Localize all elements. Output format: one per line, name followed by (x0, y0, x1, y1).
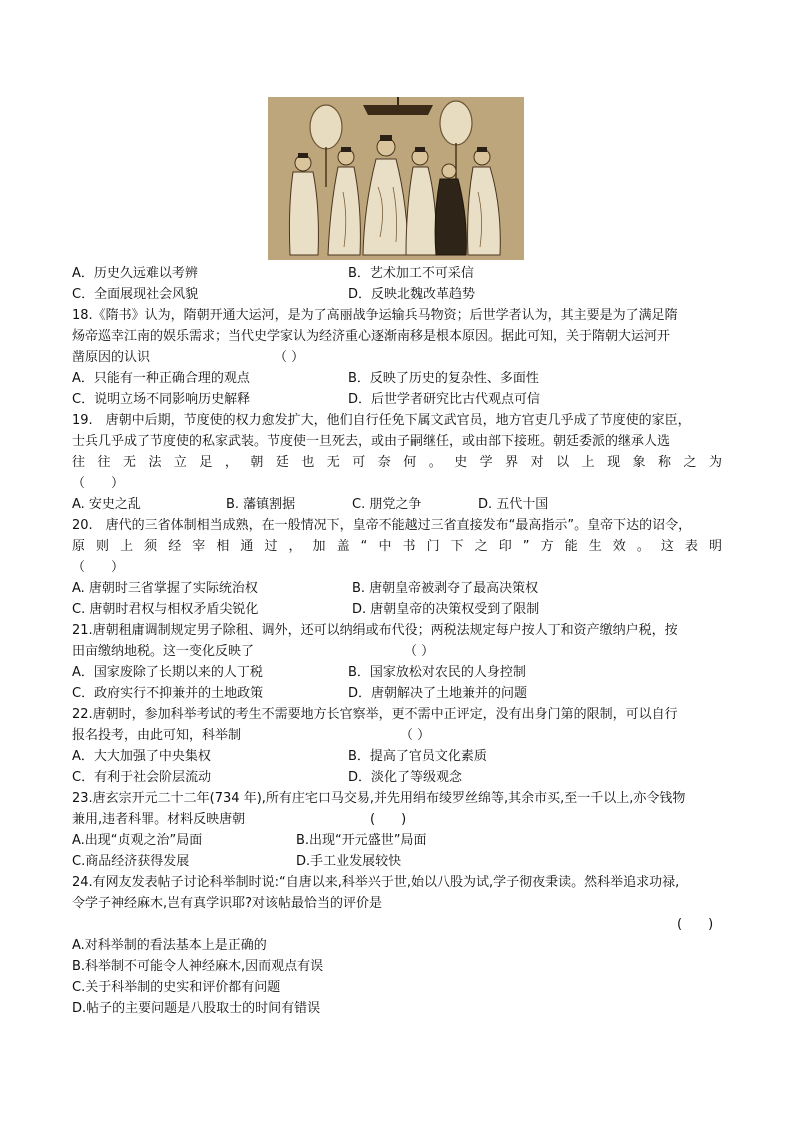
q22-answer-paren: （ ） (400, 728, 431, 743)
q21-answer-paren: （ ） (404, 644, 435, 659)
q20-option-a: A. 唐朝时三省掌握了实际统治权 (72, 581, 258, 596)
q20-text-line1: 20. 唐代的三省体制相当成熟，在一般情况下，皇帝不能越过三省直接发布“最高指示”。皇帝下达的诏令， (72, 518, 692, 533)
q21-text-line2: 田亩缴纳地税。这一变化反映了 (72, 644, 255, 659)
q19-option-a: A. 安史之乱 (72, 497, 141, 512)
q22-option-c: C．有利于社会阶层流动 (72, 770, 212, 785)
q23-text-line2: 兼用,违者科罪。材料反映唐朝 (72, 812, 246, 827)
historical-painting-image (268, 97, 524, 260)
q22-option-d: D．淡化了等级观念 (348, 770, 463, 785)
q21-option-a: A．国家废除了长期以来的人丁税 (72, 665, 263, 680)
q24-option-c: C.关于科举制的史实和评价都有问题 (72, 980, 281, 995)
q17-option-a: A．历史久远难以考辨 (72, 266, 198, 281)
q23-text-line1: 23.唐玄宗开元二十二年(734 年),所有庄宅口马交易,并先用绢布绫罗丝绵等,其余市买,至一千以上,亦令钱物 (72, 791, 686, 806)
painting-icon (268, 97, 524, 260)
q23-answer-paren: ( ) (370, 812, 407, 827)
q17-option-c: C．全面展现社会风貌 (72, 287, 199, 302)
q21-option-b: B．国家放松对农民的人身控制 (348, 665, 526, 680)
q24-option-b: B.科举制不可能令人神经麻木,因而观点有误 (72, 959, 324, 974)
q23-option-c: C.商品经济获得发展 (72, 854, 190, 869)
q22-option-a: A．大大加强了中央集权 (72, 749, 211, 764)
q17-option-d: D．反映北魏改革趋势 (348, 287, 476, 302)
q22-option-b: B．提高了官员文化素质 (348, 749, 487, 764)
q18-text-line1: 18.《隋书》认为，隋朝开通大运河，是为了高丽战争运输兵马物资；后世学者认为，其主要是为了满足隋 (72, 308, 678, 323)
q18-text-line2: 炀帝巡幸江南的娱乐需求；当代史学家认为经济重心逐渐南移是根本原因。据此可知，关于隋朝大运河开 (72, 329, 671, 344)
q17-option-b: B．艺术加工不可采信 (348, 266, 474, 281)
q18-option-d: D．后世学者研究比古代观点可信 (348, 392, 541, 407)
q18-option-a: A．只能有一种正确合理的观点 (72, 371, 250, 386)
q23-option-d: D.手工业发展较快 (296, 854, 402, 869)
q22-text-line2: 报名投考，由此可知，科举制 (72, 728, 242, 743)
q24-text-line1: 24.有网友发表帖子讨论科举制时说:“自唐以来,科举兴于世,始以八股为试,学子彻夜秉读。然科举追求功禄, (72, 875, 680, 890)
q19-answer-paren: （ ） (72, 476, 125, 491)
q20-option-c: C. 唐朝时君权与相权矛盾尖锐化 (72, 602, 259, 617)
q22-text-line1: 22.唐朝时，参加科举考试的考生不需要地方长官察举，更不需中正评定，没有出身门第的限制，可以自行 (72, 707, 678, 722)
q19-option-b: B. 藩镇割据 (226, 497, 296, 512)
q19-text-line1: 19. 唐朝中后期，节度使的权力愈发扩大，他们自行任免下属文武官员，地方官吏几乎成了节度使的家臣， (72, 413, 691, 428)
q24-answer-paren: ( ) (677, 917, 714, 932)
q21-option-d: D．唐朝解决了土地兼并的问题 (348, 686, 528, 701)
q24-text-line2: 令学子神经麻木,岂有真学识耶?对该帖最恰当的评价是 (72, 896, 383, 911)
q20-answer-paren: （ ） (72, 560, 125, 575)
q18-option-c: C．说明立场不同影响历史解释 (72, 392, 251, 407)
q19-option-d: D. 五代十国 (478, 497, 549, 512)
q23-option-b: B.出现“开元盛世”局面 (296, 833, 427, 848)
q23-option-a: A.出现“贞观之治”局面 (72, 833, 203, 848)
q20-option-b: B. 唐朝皇帝被剥夺了最高决策权 (352, 581, 539, 596)
q18-option-b: B．反映了历史的复杂性、多面性 (348, 371, 539, 386)
q19-text-line2: 士兵几乎成了节度使的私家武装。节度使一旦死去，或由子嗣继任，或由部下接班。朝廷委派的继承人选 (72, 434, 671, 449)
q19-text-line3: 往往无法立足，朝廷也无可奈何。史学界对以上现象称之为 (72, 455, 722, 470)
q24-option-d: D.帖子的主要问题是八股取士的时间有错误 (72, 1001, 321, 1016)
q21-option-c: C．政府实行不抑兼并的土地政策 (72, 686, 264, 701)
q21-text-line1: 21.唐朝租庸调制规定男子除租、调外，还可以纳绢或布代役；两税法规定每户按人丁和资产缴纳户税，按 (72, 623, 678, 638)
q18-answer-paren: （ ） (274, 350, 305, 365)
q18-text-line3: 凿原因的认识 (72, 350, 151, 365)
q24-option-a: A.对科举制的看法基本上是正确的 (72, 938, 267, 953)
q20-option-d: D. 唐朝皇帝的决策权受到了限制 (352, 602, 540, 617)
q19-option-c: C. 朋党之争 (352, 497, 422, 512)
q20-text-line2: 原则上须经宰相通过，加盖“中书门下之印”方能生效。这表明 (72, 539, 722, 554)
